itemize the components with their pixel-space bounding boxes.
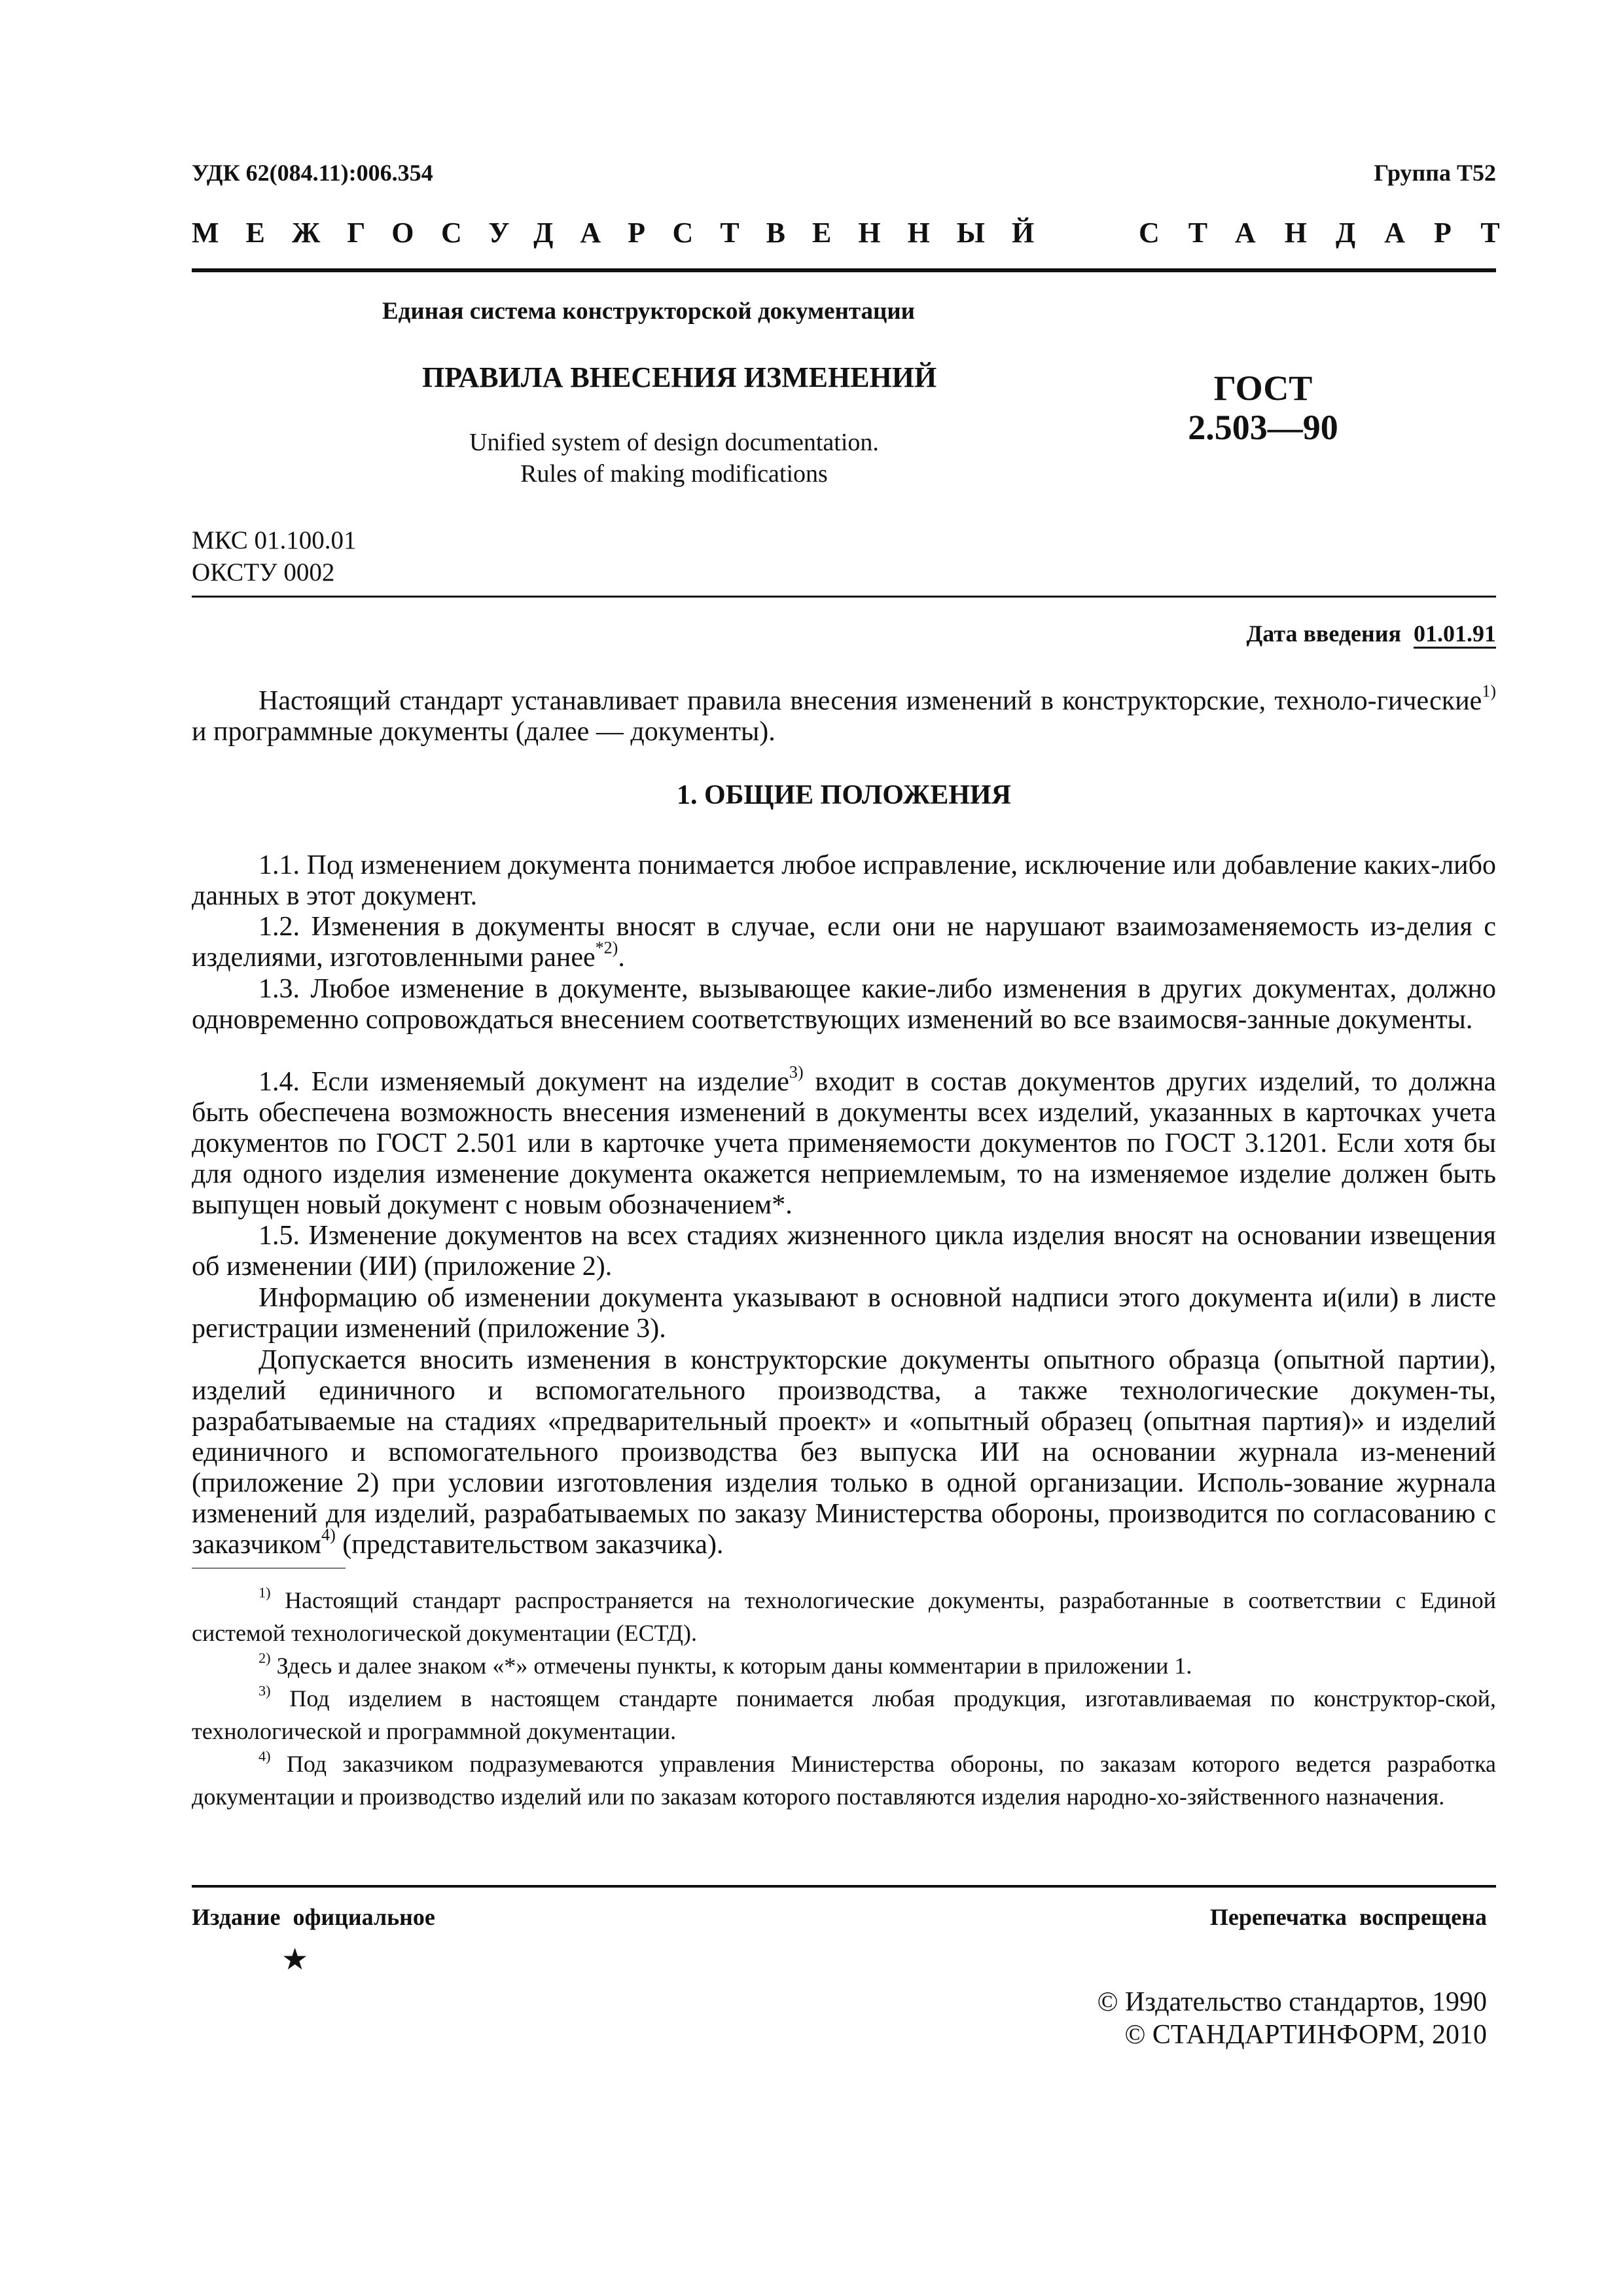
footnote-ref-1: 1) [1482, 681, 1496, 701]
paragraph-1-1: 1.1. Под изменением документа понимается любое исправление, исключение или добавление каких-либо данных в этот документ. [192, 850, 1496, 911]
gost-label: ГОСТ [1213, 368, 1313, 408]
header-rule [192, 268, 1496, 272]
paragraph-1-3: 1.3. Любое изменение в документе, вызывающее какие-либо изменения в других документах, должно одновременно сопровождаться внесением соответствующих изменений во все взаимосвя-занные документы. [192, 974, 1496, 1035]
english-title-line2: Rules of making modifications [520, 460, 828, 488]
reprint-prohibited: Перепечатка воспрещена [1209, 1904, 1487, 1930]
okstu-code: ОКСТУ 0002 [192, 558, 335, 586]
footnote-3: $^{3)}$ Под изделием в настоящем стандарте понимается любая продукция, изготавливаемая по конструктор-ской, технологической и программной документации. [192, 1682, 1496, 1744]
system-title: Единая система конструкторской документации [382, 298, 915, 325]
section-heading: 1. ОБЩИЕ ПОЛОЖЕНИЯ [676, 780, 1012, 810]
paragraph-info: Информацию об изменении документа указывают в основной надписи этого документа и(или) в листе регистрации изменений (приложение 3). [192, 1283, 1496, 1344]
paragraph-allowance: Допускается вносить изменения в конструкторские документы опытного образца (опытной партии), изделий единичного и вспомогательного производства, а также технологические докумен-ты, разрабатываемые на стадиях «предварительный проект» и «опытный образец (опытная партия)» и изделий единичного и вспомогательного производства без выпуска ИИ на основании журнала из-менений (приложение 2) при условии изготовления изделия только в одной организации. Исполь-зование журнала изменений для изделий, разрабатываемых по заказу Министерства обороны, производится по согласованию с заказчиком$^{4)}$ (представительством заказчика). [192, 1345, 1496, 1560]
star-icon: ★ [281, 1943, 309, 1976]
copyright-1990: © Издательство стандартов, 1990 [1097, 1987, 1487, 2017]
english-title-line1: Unified system of design documentation. [469, 429, 879, 456]
footnote-ref-4: 4) [321, 1525, 336, 1545]
banner-interstate: МЕЖГОСУДАРСТВЕННЫЙ [192, 217, 1061, 249]
intro-paragraph: Настоящий стандарт устанавливает правила внесения изменений в конструкторские, техноло-гические$^{1)}$ и программные документы (далее — документы). [192, 681, 1496, 747]
effective-date-value: 01.01.91 [1414, 620, 1496, 649]
official-edition: Издание официальное [192, 1904, 435, 1930]
document-title: ПРАВИЛА ВНЕСЕНИЯ ИЗМЕНЕНИЙ [422, 361, 937, 393]
paragraph-1-4: 1.4. Если изменяемый документ на изделие$^{3)}$ входит в состав документов других изделий, то должна быть обеспечена возможность внесения изменений в документы всех изделий, указанных в карточках учета документов по ГОСТ 2.501 или в карточке учета применяемости документов по ГОСТ 3.1201. Если хотя бы для одного изделия изменение документа окажется неприемлемым, то на изменяемое изделие должен быть выпущен новый документ с новым обозначением*. [192, 1062, 1496, 1220]
footer-rule [192, 1885, 1496, 1888]
footnote-ref-2: *2) [595, 938, 618, 958]
group-code: Группа Т52 [1374, 160, 1496, 186]
footnote-4: $^{4)}$ Под заказчиком подразумеваются управления Министерства обороны, по заказам которого ведется разработка документации и производство изделий или по заказам которого поставляются изделия народно-хо-зяйственного назначения. [192, 1748, 1496, 1810]
effective-date-label: Дата введения [1246, 620, 1401, 647]
gost-number: 2.503—90 [1188, 408, 1338, 447]
paragraph-1-2: 1.2. Изменения в документы вносят в случае, если они не нарушают взаимозаменяемость из-делия с изделиями, изготовленными ранее$^{*2)}$. [192, 912, 1496, 973]
footnote-separator [192, 1568, 346, 1569]
footnote-1: $^{1)}$ Настоящий стандарт распространяется на технологические документы, разработанные в соответствии с Единой системой технологической документации (ЕСТД). [192, 1584, 1496, 1646]
banner-standard: СТАНДАРТ [1139, 217, 1529, 249]
mks-code: МКС 01.100.01 [192, 526, 357, 554]
paragraph-1-5: 1.5. Изменение документов на всех стадиях жизненного цикла изделия вносят на основании извещения об изменении (ИИ) (приложение 2). [192, 1221, 1496, 1282]
title-block-rule [192, 596, 1496, 598]
copyright-2010: © СТАНДАРТИНФОРМ, 2010 [1124, 2020, 1487, 2050]
footnote-ref-3: 3) [789, 1062, 804, 1082]
footnote-2: $^{2)}$ Здесь и далее знаком «*» отмечены пункты, к которым даны комментарии в приложении 1. [259, 1649, 1192, 1679]
effective-date [1247, 620, 1497, 647]
udk-code: УДК 62(084.11):006.354 [192, 160, 433, 186]
